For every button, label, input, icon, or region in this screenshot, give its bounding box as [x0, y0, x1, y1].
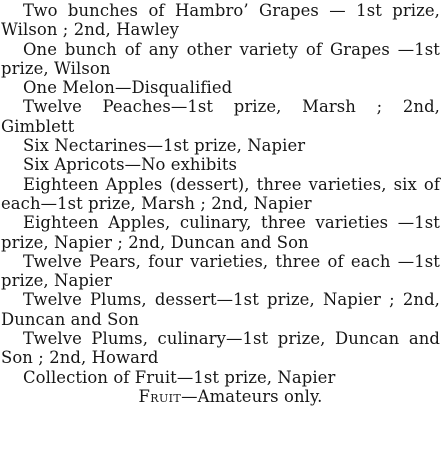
- section-heading: [1, 387, 440, 406]
- section-heading-rest: —Amateurs only.: [181, 386, 323, 406]
- entry-melon: One Melon—Disqualified: [23, 78, 233, 98]
- entry-hambro-grapes: Two bunches of Hambro’ Grapes — 1st prize, Wilson ; 2nd, Hawley: [1, 1, 440, 40]
- entry-other-grapes: One bunch of any other variety of Grapes —1st prize, Wilson: [1, 39, 440, 78]
- entry-peaches: Twelve Peaches—1st prize, Marsh ; 2nd, Gimblett: [1, 97, 440, 136]
- entry-pears: Twelve Pears, four varieties, three of each —1st prize, Napier: [1, 251, 440, 291]
- entry-apricots: Six Apricots—No exhibits: [23, 155, 238, 175]
- entry-fruit-collection: Collection of Fruit—1st prize, Napier: [23, 367, 336, 387]
- entry-dessert-plums: Twelve Plums, dessert—1st prize, Napier ; 2nd, Duncan and Son: [1, 290, 440, 329]
- entry-dessert-apples: Eighteen Apples (dessert), three varieties, six of each—1st prize, Marsh ; 2nd, Napier: [1, 174, 440, 213]
- entry-nectarines: Six Nectarines—1st prize, Napier: [23, 136, 306, 156]
- entry-culinary-plums: Twelve Plums, culinary—1st prize, Duncan and Son ; 2nd, Howard: [1, 329, 440, 368]
- section-heading-title: Fruit: [138, 386, 182, 406]
- entry-culinary-apples: Eighteen Apples, culinary, three varieties —1st prize, Napier ; 2nd, Duncan and Son: [1, 213, 440, 252]
